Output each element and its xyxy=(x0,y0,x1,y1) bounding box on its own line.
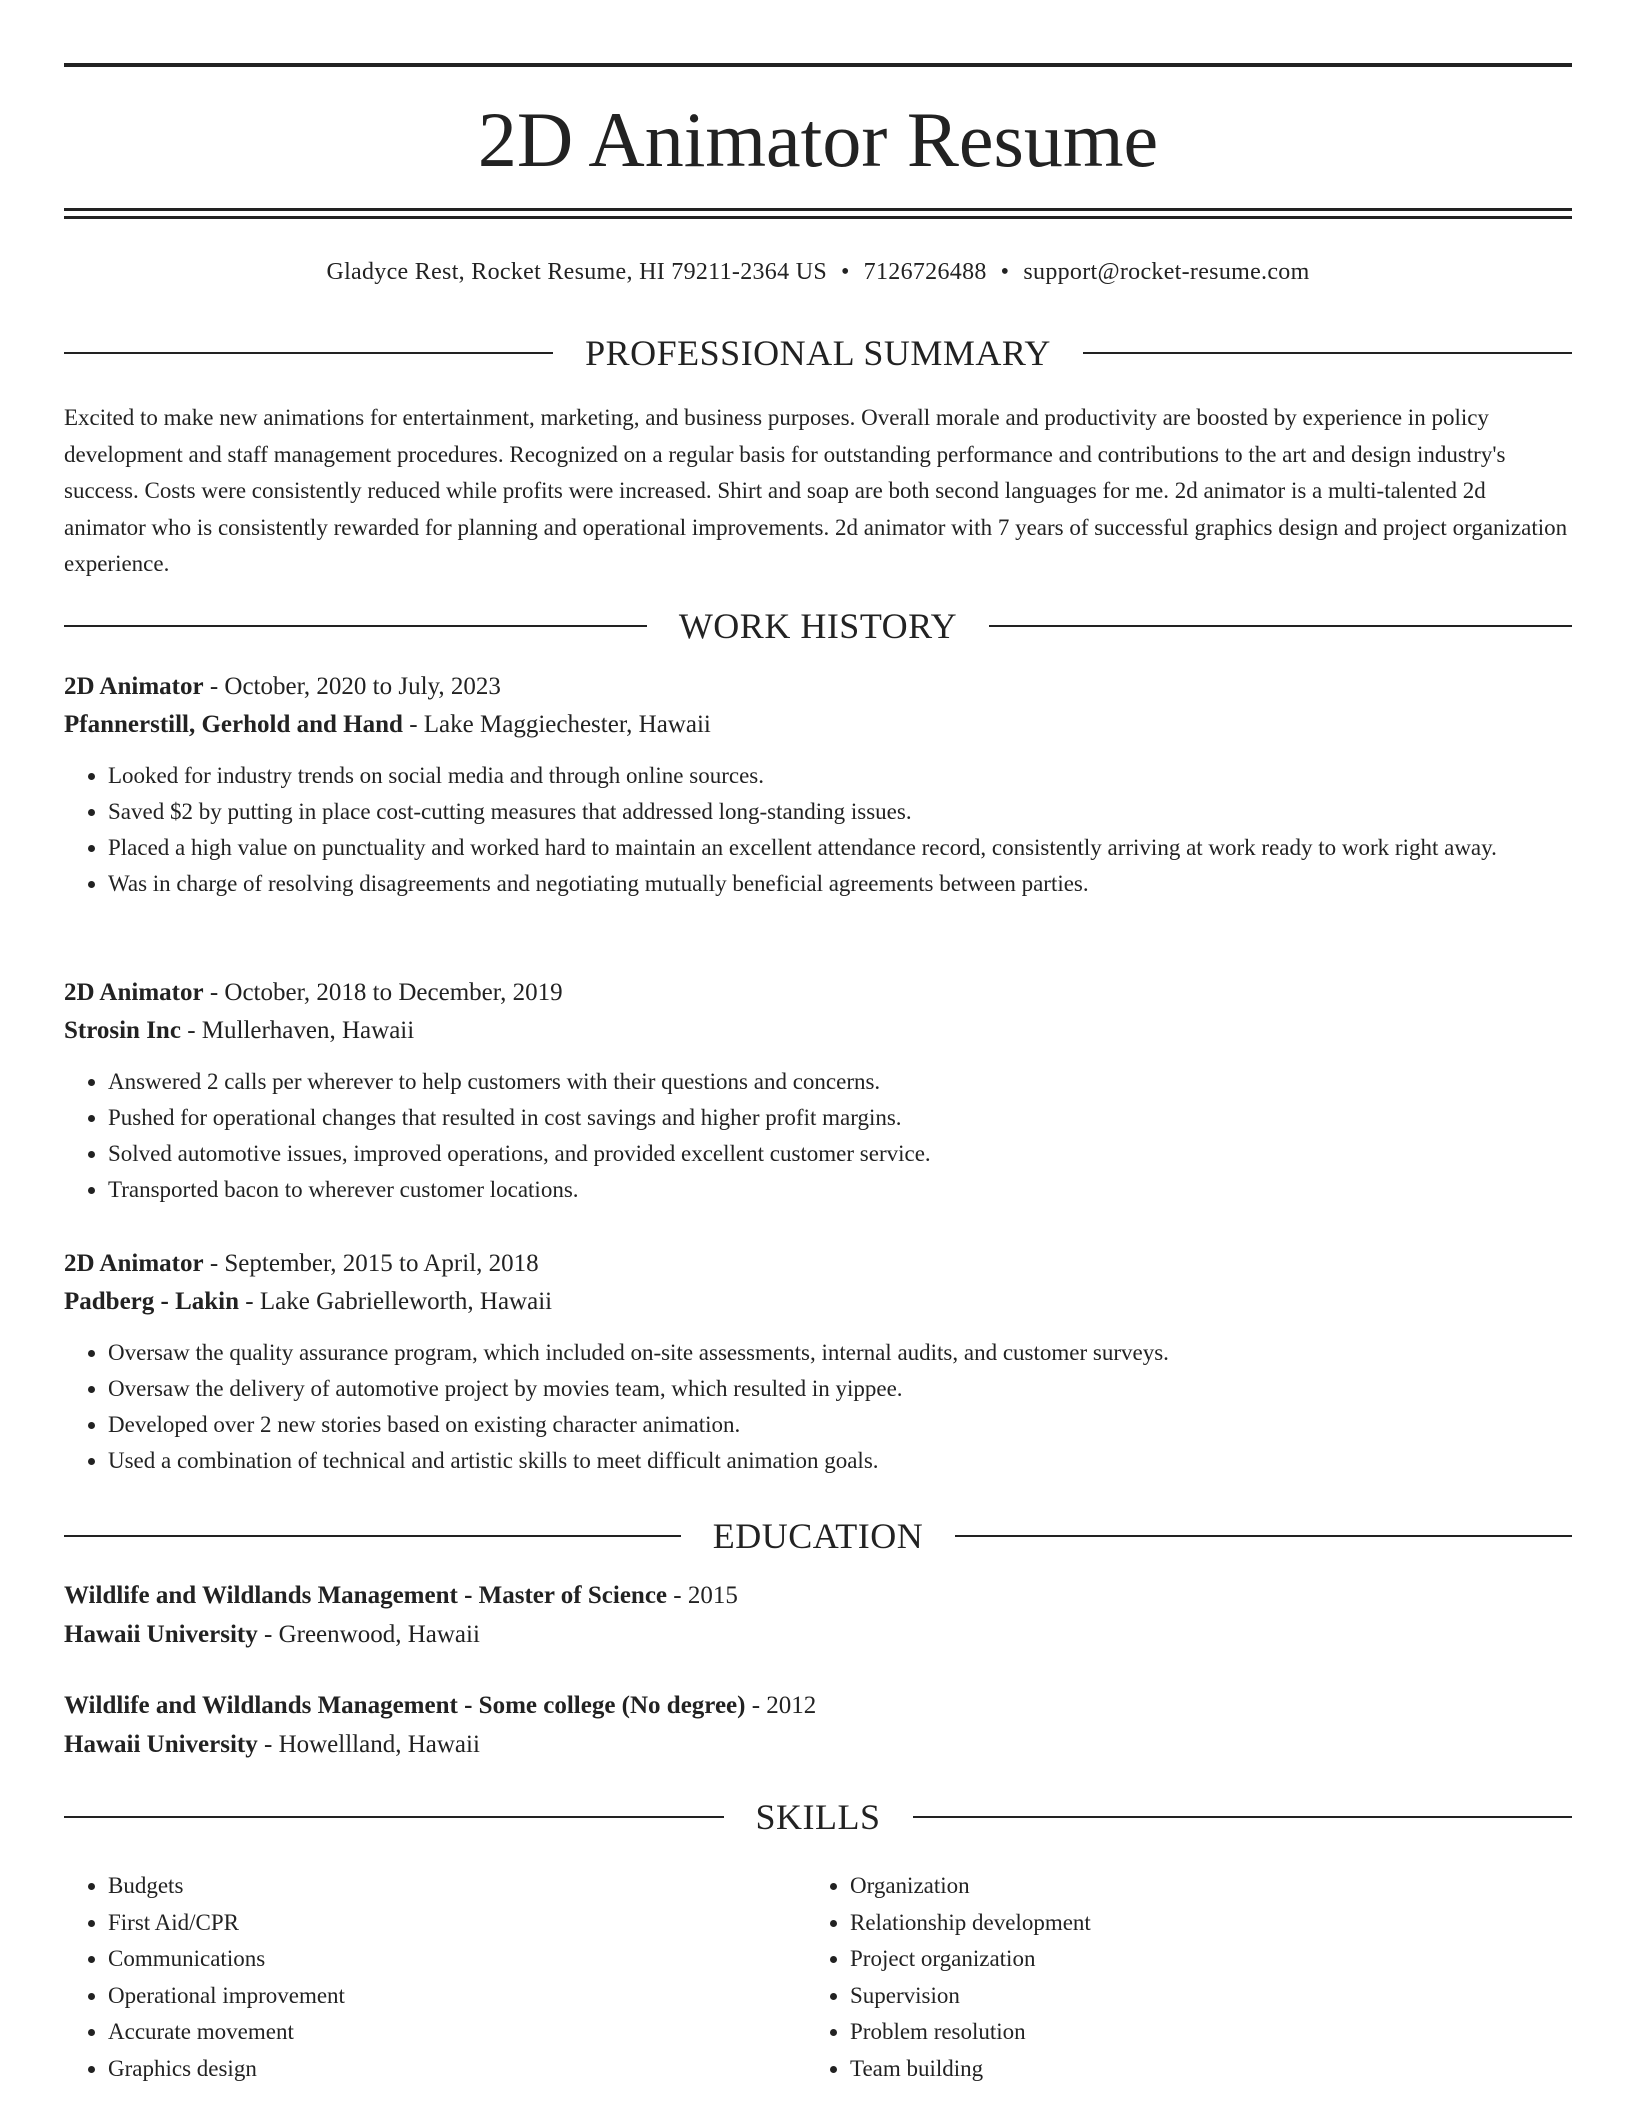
section-heading-work xyxy=(64,604,1572,648)
section-title: EDUCATION xyxy=(712,1516,924,1556)
degree: Wildlife and Wildlands Management - Some college (No degree) xyxy=(64,1692,746,1719)
skills-column-right xyxy=(806,1868,1550,2087)
list-item: • Project organization xyxy=(850,1941,1550,1978)
list-item: • Developed over 2 new stories based on existing character animation. xyxy=(108,1407,1572,1443)
page-title: 2D Animator Resume xyxy=(477,96,1159,183)
skills-column-left xyxy=(64,1868,806,2087)
title-rule-lower xyxy=(64,216,1572,219)
list-item: • Relationship development xyxy=(850,1905,1550,1942)
job-bullets xyxy=(64,1335,1572,1479)
school-location: - Greenwood, Hawaii xyxy=(257,1621,480,1648)
job-bullets xyxy=(64,758,1572,902)
contact-phone: 7126726488 xyxy=(863,259,987,285)
list-item: • Organization xyxy=(850,1868,1550,1905)
contact-line xyxy=(64,256,1572,288)
list-item: • Graphics design xyxy=(108,2051,806,2088)
job-entry xyxy=(64,1245,1572,1479)
school-row xyxy=(64,1615,1572,1654)
section-title: PROFESSIONAL SUMMARY xyxy=(585,333,1051,373)
heading-rule xyxy=(955,1535,1572,1537)
heading-rule xyxy=(1083,352,1572,354)
job-entry xyxy=(64,668,1572,902)
education-entry xyxy=(64,1686,1572,1764)
heading-rule xyxy=(913,1816,1573,1818)
job-title: 2D Animator xyxy=(64,673,204,700)
list-item: • Operational improvement xyxy=(108,1978,806,2015)
education-entry xyxy=(64,1576,1572,1654)
list-item: • Transported bacon to wherever customer locations. xyxy=(108,1172,1572,1208)
section-heading-education xyxy=(64,1514,1572,1558)
job-title-row xyxy=(64,1245,1572,1283)
job-location: - Lake Gabrielleworth, Hawaii xyxy=(239,1288,553,1315)
list-item: • First Aid/CPR xyxy=(108,1905,806,1942)
school-location: - Howellland, Hawaii xyxy=(257,1731,480,1758)
school: Hawaii University xyxy=(64,1621,258,1648)
heading-rule xyxy=(64,1816,724,1818)
list-item: • Oversaw the delivery of automotive project by movies team, which resulted in yippee. xyxy=(108,1371,1572,1407)
list-item: • Communications xyxy=(108,1941,806,1978)
degree-year: - 2012 xyxy=(745,1692,817,1719)
job-company: Padberg - Lakin xyxy=(64,1288,240,1315)
job-company-row xyxy=(64,1012,1572,1050)
school-row xyxy=(64,1725,1572,1764)
contact-email: support@rocket-resume.com xyxy=(1023,259,1310,285)
degree-year: - 2015 xyxy=(667,1582,738,1609)
heading-rule xyxy=(64,625,647,627)
job-title: 2D Animator xyxy=(64,1250,204,1277)
summary-text: Excited to make new animations for entertainment, marketing, and business purposes. Overall morale and productivity are boosted by experience in policy development and staff management procedures. Recognized on a regular basis for outstanding performance and contributions to the art and design industry's success. Costs were consistently reduced while profits were increased. Shirt and soap are both second languages for me. 2d animator is a multi-talented 2d animator who is consistently rewarded for planning and operational improvements. 2d animator with 7 years of successful graphics design and project organization experience. xyxy=(64,405,1568,576)
heading-rule xyxy=(989,625,1572,627)
list-item: • Supervision xyxy=(850,1978,1550,2015)
skills-list xyxy=(64,1868,1572,2087)
section-heading-summary xyxy=(64,331,1572,375)
job-company-row xyxy=(64,706,1572,744)
top-rule xyxy=(64,63,1572,67)
list-item: • Saved $2 by putting in place cost-cutting measures that addressed long-standing issues. xyxy=(108,794,1572,830)
degree-row xyxy=(64,1686,1572,1725)
list-item: • Problem resolution xyxy=(850,2014,1550,2051)
list-item: • Placed a high value on punctuality and worked hard to maintain an excellent attendance record, consistently arriving at work ready to work right away. xyxy=(108,830,1572,866)
list-item: • Was in charge of resolving disagreements and negotiating mutually beneficial agreements between parties. xyxy=(108,866,1572,902)
job-title: 2D Animator xyxy=(64,979,204,1006)
degree: Wildlife and Wildlands Management - Master of Science xyxy=(64,1582,668,1609)
list-item: • Team building xyxy=(850,2051,1550,2088)
job-bullets xyxy=(64,1064,1572,1208)
contact-separator: • xyxy=(840,259,850,285)
job-dates: - October, 2018 to December, 2019 xyxy=(203,979,563,1006)
job-location: - Lake Maggiechester, Hawaii xyxy=(402,711,711,738)
list-item: • Used a combination of technical and artistic skills to meet difficult animation goals. xyxy=(108,1443,1572,1479)
contact-address: Gladyce Rest, Rocket Resume, HI 79211-2364 US xyxy=(326,259,827,285)
section-heading-skills xyxy=(64,1795,1572,1839)
list-item: • Accurate movement xyxy=(108,2014,806,2051)
list-item: • Solved automotive issues, improved operations, and provided excellent customer service. xyxy=(108,1136,1572,1172)
job-title-row xyxy=(64,668,1572,706)
job-company: Pfannerstill, Gerhold and Hand xyxy=(64,711,403,738)
contact-separator: • xyxy=(1000,259,1010,285)
school: Hawaii University xyxy=(64,1731,258,1758)
job-company-row xyxy=(64,1283,1572,1321)
list-item: • Budgets xyxy=(108,1868,806,1905)
job-dates: - September, 2015 to April, 2018 xyxy=(203,1250,539,1277)
section-title: WORK HISTORY xyxy=(678,606,958,646)
job-entry xyxy=(64,974,1572,1208)
heading-rule xyxy=(64,1535,681,1537)
job-company: Strosin Inc xyxy=(64,1017,181,1044)
job-dates: - October, 2020 to July, 2023 xyxy=(203,673,501,700)
list-item: • Looked for industry trends on social media and through online sources. xyxy=(108,758,1572,794)
list-item: • Answered 2 calls per wherever to help customers with their questions and concerns. xyxy=(108,1064,1572,1100)
section-title: SKILLS xyxy=(755,1797,881,1837)
title-rule-upper xyxy=(64,208,1572,211)
job-title-row xyxy=(64,974,1572,1012)
list-item: • Oversaw the quality assurance program, which included on-site assessments, internal audits, and customer surveys. xyxy=(108,1335,1572,1371)
heading-rule xyxy=(64,352,553,354)
degree-row xyxy=(64,1576,1572,1615)
list-item: • Pushed for operational changes that resulted in cost savings and higher profit margins. xyxy=(108,1100,1572,1136)
job-location: - Mullerhaven, Hawaii xyxy=(180,1017,415,1044)
